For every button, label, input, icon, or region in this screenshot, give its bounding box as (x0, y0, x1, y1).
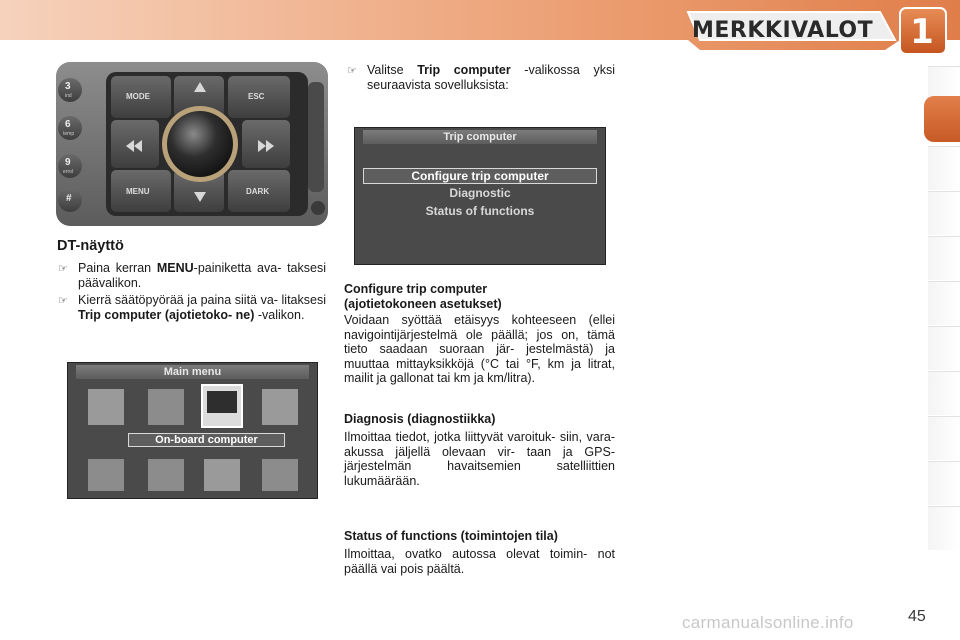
chapter-tab[interactable] (928, 326, 960, 370)
main-menu-screen (67, 362, 318, 499)
page-header (0, 0, 960, 58)
hash-key-label: # (66, 193, 72, 204)
section-heading-configure (344, 282, 614, 311)
section-heading-diagnosis: Diagnosis (diagnostiikka) (344, 412, 496, 426)
bullet-text-2 (78, 293, 326, 322)
section-body-status: Ilmoittaa, ovatko autossa olevat toimin- not päällä vai pois päältä. (344, 547, 615, 576)
main-menu-icons-graphic (68, 363, 319, 500)
chapter-tab[interactable] (928, 506, 960, 550)
esc-button-label: ESC (248, 92, 265, 101)
preset-9-sub: errol (63, 169, 74, 175)
main-menu-selected-item[interactable]: On-board computer (128, 433, 285, 447)
preset-6-sub: temp (63, 131, 75, 137)
section-body-diagnosis: Ilmoittaa tiedot, jotka liittyvät varoituk- siin, vara-akussa jäljellä olevaan vir- taan ja GPS-järjestelmän havaitsemien satelliittien lukumäärään. (344, 430, 615, 488)
chapter-tabs (924, 66, 960, 576)
chapter-tab[interactable] (928, 191, 960, 235)
section-heading-status: Status of functions (toimintojen tila) (344, 529, 558, 543)
trip-menu-item-status[interactable]: Status of functions (425, 204, 535, 218)
menu-button-label: MENU (126, 187, 150, 196)
chapter-tab-active[interactable] (924, 96, 960, 142)
preset-3-label: 3 (65, 81, 71, 92)
trip-computer-title: Trip computer (443, 131, 517, 143)
watermark: carmanualsonline.info (682, 613, 854, 632)
preset-9-label: 9 (65, 157, 71, 168)
preset-6-label: 6 (65, 119, 71, 130)
dark-button-label: DARK (246, 187, 270, 196)
bullet-1-bold: MENU (156, 261, 194, 275)
bullet-2-post: -valikon. (254, 307, 305, 322)
chapter-tab[interactable] (928, 146, 960, 190)
page-number: 45 (908, 608, 926, 625)
configure-title-line1: Configure trip computer (344, 282, 488, 296)
section-body-configure: Voidaan syöttää etäisyys kohteeseen (ellei navigointijärjestelmä ole päällä; jos on, tämä tieto saadaan suoraan jär- jestelmästä) ja muuttaa mittayksikköjä (°C tai °F, km ja litrat, mailit ja gallonat tai km ja km/litra). (344, 313, 615, 385)
mode-button-label: MODE (126, 92, 150, 101)
chapter-tab[interactable] (928, 281, 960, 325)
configure-title-line2: (ajotietokoneen asetukset) (344, 296, 502, 311)
preset-3-sub: ind (65, 93, 72, 99)
chapter-tab[interactable] (928, 461, 960, 505)
section-heading-dt: DT-näyttö (57, 238, 124, 254)
bullet-1-post: -painiketta ava- taksesi päävalikon. (78, 261, 326, 290)
trip-computer-screen (354, 127, 606, 265)
chapter-title: MERKKIVALOT (692, 18, 874, 43)
intro-post: -valikossa yksi seuraavista sovelluksista: (367, 63, 615, 92)
bullet-arrow-icon: ☞ (58, 295, 68, 307)
main-menu-title: Main menu (163, 366, 222, 378)
bullet-arrow-icon: ☞ (58, 263, 68, 275)
chapter-tab[interactable] (928, 236, 960, 280)
bullet-text-1 (78, 261, 326, 290)
intro-bold: Trip computer (417, 63, 511, 77)
intro-pre: Valitse (367, 63, 418, 77)
trip-menu-item-configure[interactable]: Configure trip computer (363, 168, 597, 184)
chapter-tab[interactable] (928, 416, 960, 460)
chapter-number: 1 (910, 12, 934, 52)
bullet-1-pre: Paina kerran (78, 261, 157, 275)
chapter-tab[interactable] (928, 371, 960, 415)
bullet-2-bold: Trip computer (ajotietoko- ne) (78, 307, 255, 322)
control-panel-photo (56, 62, 328, 226)
bullet-arrow-icon: ☞ (347, 65, 357, 77)
intro-text (367, 63, 615, 92)
control-panel-graphic (56, 62, 328, 226)
trip-menu-item-diagnostic[interactable]: Diagnostic (449, 186, 511, 200)
bullet-2-pre: Kierrä säätöpyörää ja paina siitä va- litaksesi (78, 293, 326, 307)
